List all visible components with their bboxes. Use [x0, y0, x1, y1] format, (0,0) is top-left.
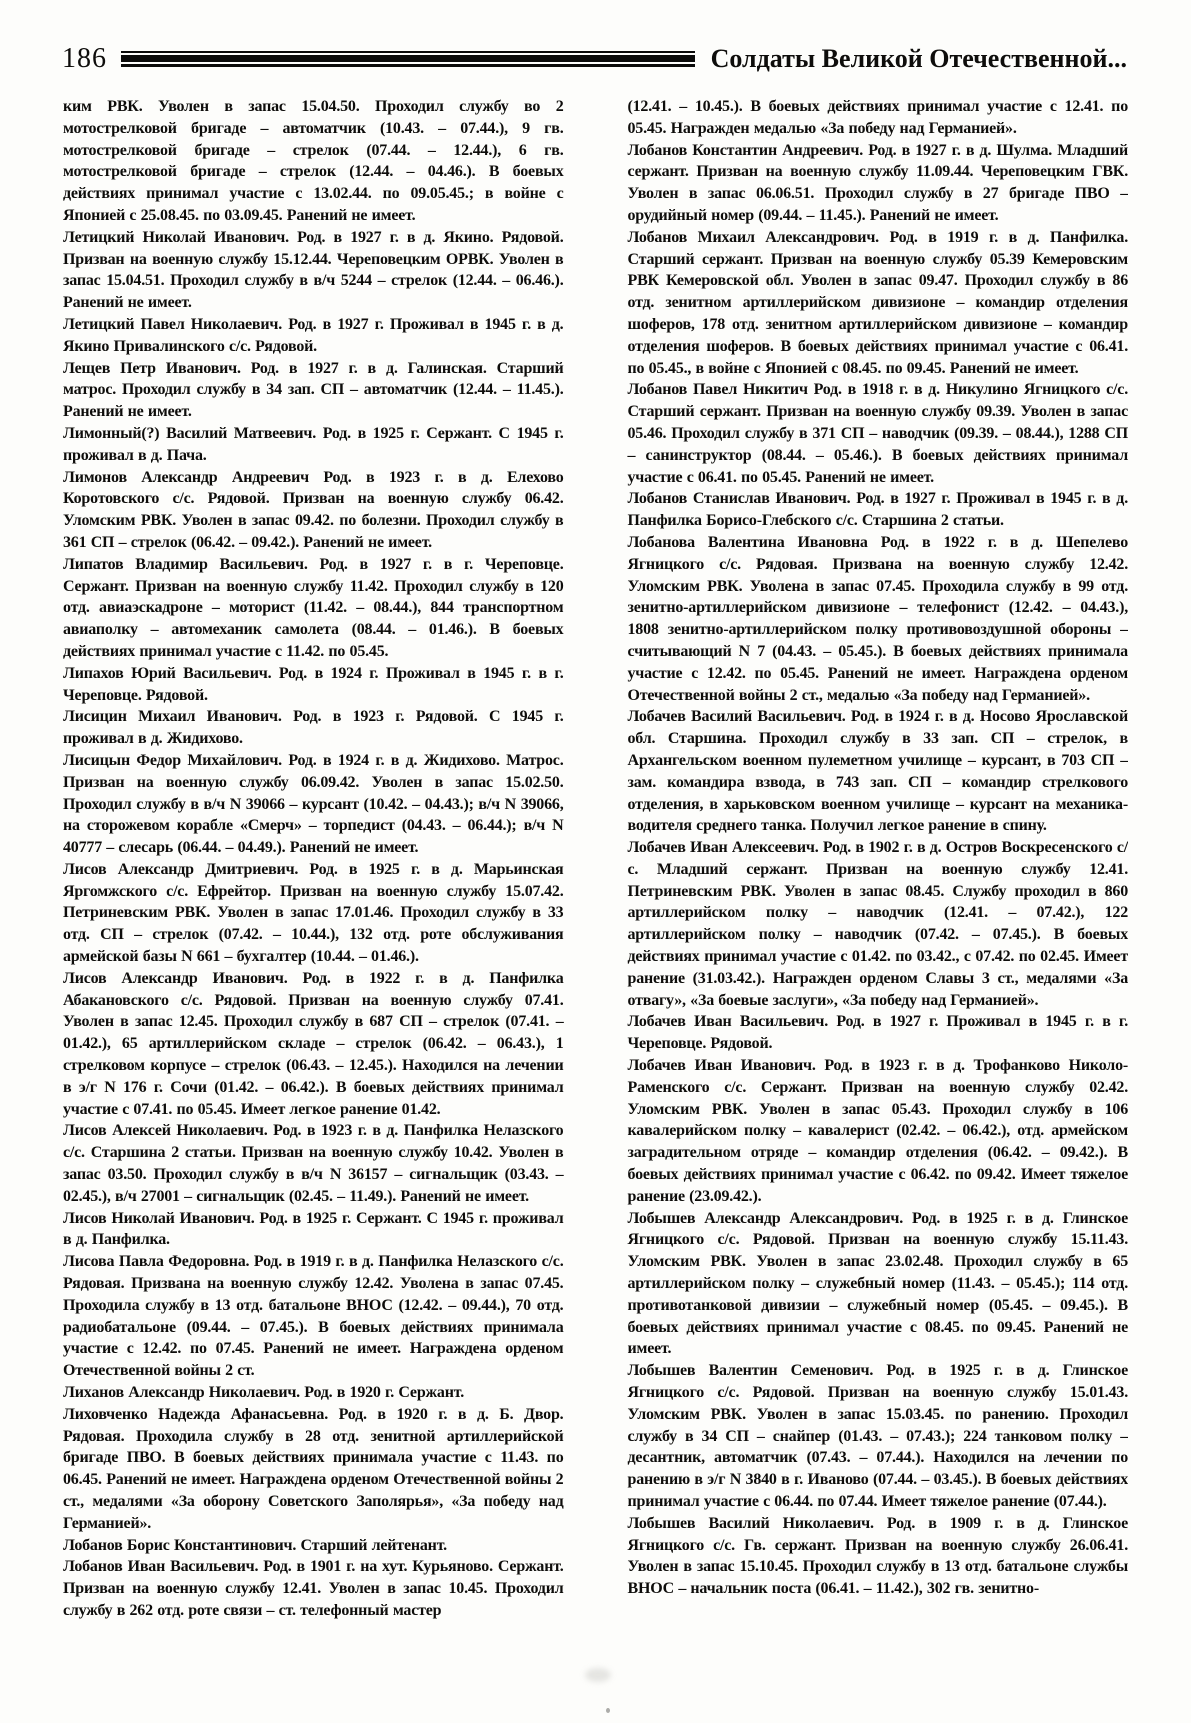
entry-paragraph: Лобанова Валентина Ивановна Род. в 1922 г. в д. Шепелево Ягницкого с/с. Рядовая. Призвана на военную службу 12.42. Уломским РВК. Уволена в запас 07.45. Проходила службу в 99 отд. зенитно-артиллерийском дивизионе – телефонист (12.42. – 04.43.), 1808 зенитно-артиллерийском полку противовоздушной обороны – считывающий N 7 (04.43. – 05.45.). В боевых действиях принимала участие с 12.42. по 05.45. Ранений не имеет. Награждена орденом Отечественной войны 2 ст., медалью «За победу над Германией».	[627, 533, 1128, 704]
entry-paragraph: (12.41. – 10.45.). В боевых действиях принимал участие с 12.41. по 05.45. Награжден медалью «За победу над Германией».	[627, 98, 1128, 137]
entry-paragraph: Лобанов Борис Константинович. Старший лейтенант.	[63, 1536, 447, 1554]
entry-paragraph: Липатов Владимир Васильевич. Род. в 1927 г. в г. Череповце. Сержант. Призван на военную службу 11.42. Проходил службу в 120 отд. авиаэскадроне – моторист (11.42. – 08.44.), 844 транспортном авиаполку – автомеханик самолета (08.44. – 01.46.). В боевых действиях принимал участие с 11.42. по 05.45.	[63, 555, 564, 660]
page-number: 186	[62, 43, 107, 74]
scan-artifact-dot	[606, 1708, 610, 1713]
entry-paragraph: Лобанов Константин Андреевич. Род. в 1927 г. в д. Шулма. Младший сержант. Призван на военную службу 11.09.44. Череповецким ГВК. Уволен в запас 06.06.51. Проходил службу в 27 бригаде ПВО – орудийный номер (09.44. – 11.45.). Ранений не имеет.	[627, 141, 1128, 224]
entry-paragraph: Лисов Александр Иванович. Род. в 1922 г. в д. Панфилка Абакановского с/с. Рядовой. Призван на военную службу 07.41. Уволен в запас 12.45. Проходил службу в 687 СП – стрелок (07.41. – 01.42.), 65 артиллерийском складе – стрелок (06.42. – 06.43.), 1 стрелковом корпусе – стрелок (06.43. – 12.45.). Находился на лечении в э/г N 176 г. Сочи (01.42. – 06.42.). В боевых действиях принимал участие с 07.41. по 05.45. Имеет легкое ранение 01.42.	[63, 969, 564, 1118]
entry-paragraph: Лещев Петр Иванович. Род. в 1927 г. в д. Галинская. Старший матрос. Проходил службу в 34 зап. СП – автоматчик (12.44. – 11.45.). Ранений не имеет.	[63, 359, 564, 421]
entry-paragraph: Лиханов Александр Николаевич. Род. в 1920 г. Сержант.	[63, 1384, 465, 1402]
running-head	[62, 42, 1127, 76]
entry-paragraph: Летицкий Павел Николаевич. Род. в 1927 г. Проживал в 1945 г. в д. Якино Привалинского с/с. Рядовой.	[63, 315, 564, 355]
entry-paragraph: Летицкий Николай Иванович. Род. в 1927 г. в д. Якино. Рядовой. Призван на военную службу 15.12.44. Череповецким ОРВК. Уволен в запас 15.04.51. Проходил службу в в/ч 5244 – стрелок (12.44. – 06.46.). Ранений не имеет.	[63, 228, 564, 312]
entry-paragraph: Лобанов Иван Васильевич. Род. в 1901 г. на хут. Курьяново. Сержант. Призван на военную службу 12.41. Уволен в запас 10.45. Проходил службу в 262 отд. роте связи – ст. телефонный мастер	[63, 1558, 564, 1619]
entry-paragraph: Лисицын Федор Михайлович. Род. в 1924 г. в д. Жидихово. Матрос. Призван на военную службу 06.09.42. Уволен в запас 15.02.50. Проходил службу в в/ч N 39066 – курсант (10.42. – 04.43.); в/ч N 39066, на сторожевом корабле «Смерч» – торпедист (04.43. – 06.44.); в/ч N 40777 – слесарь (06.44. – 04.49.). Ранений не имеет.	[63, 751, 564, 857]
entry-paragraph: Лисицин Михаил Иванович. Род. в 1923 г. Рядовой. С 1945 г. проживал в д. Жидихово.	[63, 708, 564, 748]
entry-paragraph: Лобышев Валентин Семенович. Род. в 1925 г. в д. Глинское Ягницкого с/с. Рядовой. Призван на военную службу 15.01.43. Уломским РВК. Уволен в запас 15.03.45. по ранению. Проходил службу в 34 СП – снайпер (01.43. – 07.43.); 224 танковом полку – десантник, автоматчик (07.43. – 07.44.). Находился на лечении по ранению в э/г N 3840 в г. Иваново (07.44. – 03.45.). В боевых действиях принимал участие с 06.44. по 07.44. Имеет тяжелое ранение (07.44.).	[627, 1362, 1128, 1510]
entry-paragraph: Лисов Александр Дмитриевич. Род. в 1925 г. в д. Марьинская Яргомжского с/с. Ефрейтор. Призван на военную службу 15.07.42. Петриневским РВК. Уволен в запас 17.01.46. Проходил службу в 33 отд. СП – стрелок (07.42. – 10.44.), 132 отд. роте обслуживания армейской базы N 661 – бухгалтер (10.44. – 01.46.).	[63, 860, 564, 966]
entry-paragraph: Лимонов Александр Андреевич Род. в 1923 г. в д. Елехово Коротовского с/с. Рядовой. Призван на военную службу 06.42. Уломским РВК. Уволен в запас 09.42. по болезни. Проходил службу в 361 СП – стрелок (06.42. – 09.42.). Ранений не имеет.	[63, 468, 564, 551]
scan-smudge	[585, 1668, 611, 1682]
entry-paragraph: Лимонный(?) Василий Матвеевич. Род. в 1925 г. Сержант. С 1945 г. проживал в д. Пача.	[63, 424, 564, 464]
right-column	[628, 96, 1129, 1683]
header-title: Солдаты Великой Отечественной...	[710, 44, 1127, 73]
header-rule	[121, 51, 695, 67]
entry-paragraph: Лисов Николай Иванович. Род. в 1925 г. Сержант. С 1945 г. проживал в д. Панфилка.	[63, 1209, 564, 1249]
entry-paragraph: Лобачев Василий Васильевич. Род. в 1924 г. в д. Носово Ярославской обл. Старшина. Проходил службу в 33 зап. СП – стрелок, в Архангельском военном пулеметном училище – курсант, в 703 СП – зам. командира взвода, в 743 зап. СП – командир стрелкового отделения, в харьковском военном училище – курсант на механика-водителя среднего танка. Получил легкое ранение в спину.	[627, 708, 1128, 835]
entry-paragraph: Лобышев Александр Александрович. Род. в 1925 г. в д. Глинское Ягницкого с/с. Рядовой. Призван на военную службу 15.11.43. Уломским РВК. Уволен в запас 23.02.48. Проходил службу в 65 артиллерийском полку – служебный номер (11.43. – 05.45.); 114 отд. противотанковой дивизии – служебный номер (05.45. – 09.45.). В боевых действиях принимал участие с 08.45. по 09.45. Ранений не имеет.	[627, 1209, 1128, 1358]
entry-paragraph: Лисова Павла Федоровна. Род. в 1919 г. в д. Панфилка Нелазского с/с. Рядовая. Призвана на военную службу 12.42. Уволена в запас 07.45. Проходила службу в 13 отд. батальоне ВНОС (12.42. – 09.44.), 70 отд. радиобатальоне (09.44. – 07.45.). В боевых действиях принимала участие с 12.42. по 07.45. Ранений не имеет. Награждена орденом Отечественной войны 2 ст.	[63, 1253, 564, 1380]
entry-paragraph: Лиховченко Надежда Афанасьевна. Род. в 1920 г. в д. Б. Двор. Рядовая. Проходила службу в 28 отд. зенитной артиллерийской бригаде ПВО. В боевых действиях принимала участие с 11.43. по 06.45. Ранений не имеет. Награждена орденом Отечественной войны 2 ст., медалями «За оборону Советского Заполярья», «За победу над Германией».	[63, 1405, 564, 1532]
entry-paragraph: Лобачев Иван Алексеевич. Род. в 1902 г. в д. Остров Воскресенского с/с. Младший сержант. Призван на военную службу 12.41. Петриневским РВК. Уволен в запас 08.45. Службу проходил в 860 артиллерийском полку – наводчик (12.41. – 07.42.), 122 артиллерийском полку – наводчик (07.42. – 07.45.). В боевых действиях принимал участие с 01.42. по 03.42., с 07.42. по 02.45. Имеет ранение (31.03.42.). Награжден орденом Славы 3 ст., медалями «За отвагу», «За боевые заслуги», «За победу над Германией».	[627, 839, 1128, 1009]
entry-paragraph: Лобанов Михаил Александрович. Род. в 1919 г. в д. Панфилка. Старший сержант. Призван на военную службу 05.39 Кемеровским РВК Кемеровской обл. Уволен в запас 09.47. Проходил службу в 86 отд. зенитном артиллерийском дивизионе – командир отделения шоферов, 178 отд. зенитном артиллерийском дивизионе – командир отделения шоферов. В боевых действиях принимал участие с 06.41. по 05.45., в войне с Японией с 08.45. по 09.45. Ранений не имеет.	[627, 228, 1128, 377]
text-columns	[63, 96, 1128, 1683]
entry-paragraph: Липахов Юрий Васильевич. Род. в 1924 г. Проживал в 1945 г. в г. Череповце. Рядовой.	[63, 664, 564, 704]
entry-paragraph: ким РВК. Уволен в запас 15.04.50. Проходил службу во 2 мотострелковой бригаде – автоматчик (10.43. – 07.44.), 9 гв. мотострелковой бригаде – стрелок (07.44. – 12.44.), 6 гв. мотострелковой бригаде – стрелок (12.44. – 04.46.). В боевых действиях принимал участие с 13.02.44. по 09.05.45.; в войне с Японией с 25.08.45. по 03.09.45. Ранений не имеет.	[63, 98, 564, 224]
entry-paragraph: Лобачев Иван Иванович. Род. в 1923 г. в д. Трофанково Николо-Раменского с/с. Сержант. Призван на военную службу 02.42. Уломским РВК. Уволен в запас 05.43. Проходил службу в 106 кавалерийском полку – кавалерист (02.42. – 06.42.), отд. армейском заградительном отряде – командир отделения (06.42. – 09.42.). В боевых действиях принимал участие с 06.42. по 09.42. Имеет тяжелое ранение (23.09.42.).	[627, 1057, 1128, 1205]
entry-paragraph: Лисов Алексей Николаевич. Род. в 1923 г. в д. Панфилка Нелазского с/с. Старшина 2 статьи. Призван на военную службу 10.42. Уволен в запас 03.50. Проходил службу в в/ч N 36157 – сигнальщик (03.43. – 02.45.), в/ч 27001 – сигнальщик (02.45. – 11.49.). Ранений не имеет.	[63, 1122, 564, 1205]
entry-paragraph: Лобачев Иван Васильевич. Род. в 1927 г. Проживал в 1945 г. в г. Череповце. Рядовой.	[627, 1013, 1128, 1053]
entry-paragraph: Лобышев Василий Николаевич. Род. в 1909 г. в д. Глинское Ягницкого с/с. Гв. сержант. Призван на военную службу 26.06.41. Уволен в запас 15.10.45. Проходил службу в 13 отд. батальоне службы ВНОС – начальник поста (06.41. – 11.42.), 302 гв. зенитно-	[627, 1514, 1128, 1598]
entry-paragraph: Лобанов Станислав Иванович. Род. в 1927 г. Проживал в 1945 г. в д. Панфилка Борисо-Глебского с/с. Старшина 2 статьи.	[627, 490, 1128, 530]
entry-paragraph: Лобанов Павел Никитич Род. в 1918 г. в д. Никулино Ягницкого с/с. Старший сержант. Призван на военную службу 09.39. Уволен в запас 05.46. Проходил службу в 371 СП – наводчик (09.39. – 08.44.), 1288 СП – санинструктор (08.44. – 05.46.). В боевых действиях принимал участие с 06.41. по 05.45. Ранений не имеет.	[627, 381, 1128, 486]
left-column	[63, 96, 564, 1683]
